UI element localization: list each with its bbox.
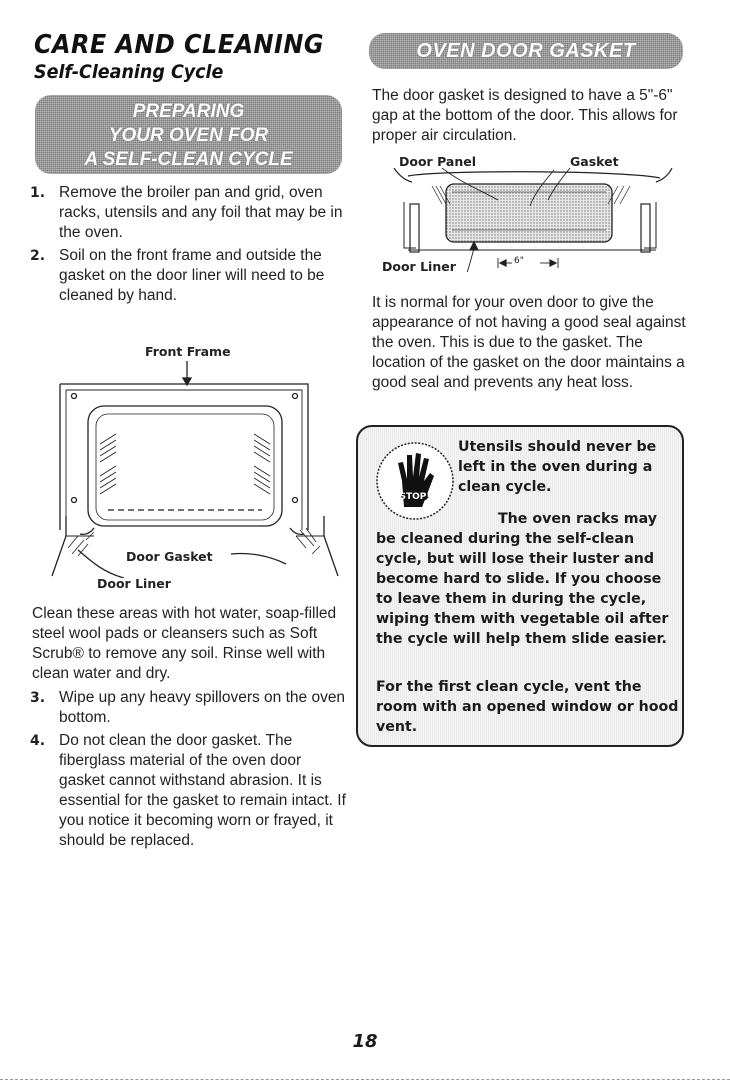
page-subtitle: Self-Cleaning Cycle: [34, 61, 224, 83]
step-2: [30, 246, 350, 306]
vent-note: For the first clean cycle, vent the room with an opened window or hood vent.: [376, 679, 679, 735]
clean-paragraph: Clean these areas with hot water, soap-filled steel wool pads or cleansers such as Soft Scrub® to remove any soil. Rinse well with clean water and dry.: [32, 605, 337, 682]
preparing-banner-line-3: A SELF-CLEAN CYCLE: [84, 149, 293, 170]
page-number: 18: [352, 1031, 378, 1052]
step-4: [30, 731, 350, 851]
racks-title: The oven racks may: [498, 511, 657, 527]
warning-lead: Utensils should never be left in the oven during a clean cycle.: [458, 439, 657, 495]
racks-body: be cleaned during the self-clean cycle, but will lose their luster and become hard to slide. If you choose to leave them in during the cycle, wiping them with vegetable oil after the cycle will help them slide easier.: [376, 531, 669, 647]
gap-label: 6": [514, 256, 524, 266]
step-text: Remove the broiler pan and grid, oven racks, utensils and any foil that may be in the oven.: [59, 184, 343, 241]
preparing-banner-line-1: PREPARING: [132, 101, 245, 122]
step-number: 4.: [30, 733, 46, 749]
stop-label: STOP!: [399, 492, 431, 502]
door-panel-label: Door Panel: [399, 154, 476, 169]
step-3: [30, 688, 350, 728]
step-number: 1.: [30, 185, 46, 201]
oven-frame-diagram: [50, 358, 340, 578]
door-gasket-diagram: [380, 168, 680, 272]
step-text: Soil on the front frame and outside the gasket on the door liner will need to be cleaned by hand.: [59, 247, 325, 304]
step-text: Wipe up any heavy spillovers on the oven bottom.: [59, 689, 346, 726]
preparing-banner-line-2: YOUR OVEN FOR: [108, 125, 269, 146]
bottom-divider: [0, 1079, 730, 1080]
door-liner-label-right: Door Liner: [382, 259, 456, 274]
preparing-banner: [35, 95, 342, 174]
warning-box: [356, 425, 684, 747]
step-1: [30, 183, 350, 243]
gasket-label: Gasket: [570, 154, 619, 169]
normal-paragraph: It is normal for your oven door to give the appearance of not having a good seal against the oven. This is due to the gasket. The location of the gasket on the door maintains a good seal and prevents any heat loss.: [372, 294, 686, 391]
step-text: Do not clean the door gasket. The fiberglass material of the oven door gasket cannot withstand abrasion. It is essential for the gasket to remain intact. If you notice it becoming worn or frayed, it should be replaced.: [59, 732, 346, 849]
stop-hand-icon: [374, 441, 456, 521]
door-gasket-label-left: Door Gasket: [126, 549, 213, 564]
steps-list-b: [30, 688, 350, 851]
step-number: 2.: [30, 248, 46, 264]
gasket-intro-paragraph: The door gasket is designed to have a 5"-6" gap at the bottom of the door. This allows for proper air circulation.: [372, 87, 678, 144]
door-liner-label-left: Door Liner: [97, 576, 171, 591]
step-number: 3.: [30, 690, 46, 706]
front-frame-label: Front Frame: [145, 344, 231, 359]
steps-list-a: [30, 183, 350, 306]
oven-door-gasket-banner: OVEN DOOR GASKET: [369, 33, 683, 69]
page-title: CARE AND CLEANING: [34, 30, 324, 60]
